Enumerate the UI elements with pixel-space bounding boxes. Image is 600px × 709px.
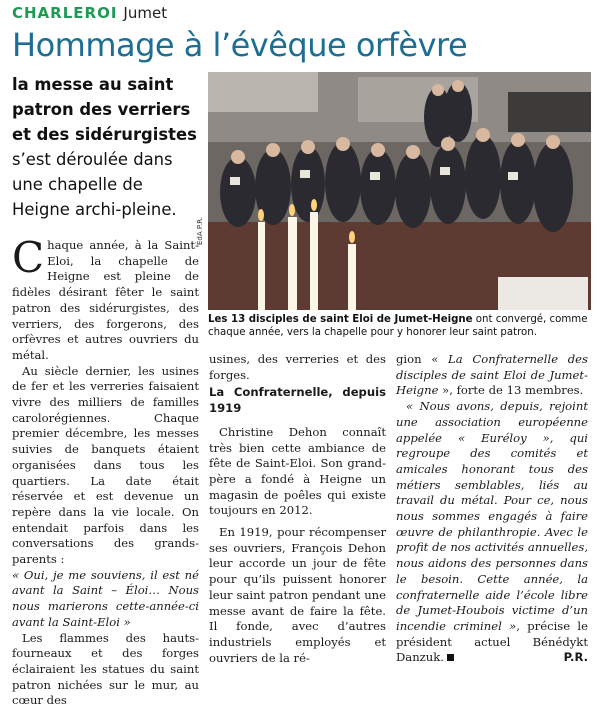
article-photo [208,72,591,310]
end-mark-icon [447,654,454,661]
article-column-1 [12,233,199,709]
paragraph [396,399,588,666]
lede-normal: s’est déroulée dans une chapelle de Heigne archi-pleine. [12,150,177,219]
drop-cap: C [12,233,45,282]
paragraph-text: haque année, à la Saint-Eloi, la chapelle de Heigne est pleine de fidèles désirant fêter le saint patron des sidérurgistes, des verriers, des forgerons, des orfèvres et autres ouvriers du métal. [12,238,199,362]
article-column-3 [396,352,588,666]
paragraph: Christine Dehon connaît très bien cette ambiance de fête de Saint-Eloi. Son grand-père a fondé à Heigne un magasin de poêles qui existe toujours en 2012. [209,424,386,518]
paragraph [396,352,588,399]
section-kicker [12,4,167,22]
kicker-city: CHARLEROI [12,4,118,22]
author-signature: P.R. [563,650,588,665]
quote-text: « Oui, je me souviens, il est né avant la Saint – Éloi… Nous nous marierons cette-année-ci avant la Saint-Eloi » [12,567,199,629]
paragraph: Les flammes des hauts-fourneaux et des forges éclairaient les statues du saint patron nichées sur le mur, au cœur des [12,630,199,708]
article-headline: Hommage à l’évêque orfèvre [12,26,468,64]
paragraph: Au siècle dernier, les usines de fer et les verreries faisaient vivre des milliers de familles carolorégiennes. Chaque premier décembre, les messes suivies de banquets étaient organisées dans tous les quartiers. La date était réservée et est devenue un repère dans la vie locale. On entendait parfois dans les conversations des grands-parents : [12,363,199,567]
paragraph-text: , précise le président actuel Bénédykt Danzuk. [396,618,588,665]
photo-credit: ÉdA P.R. [196,216,204,245]
quote [12,568,199,631]
article-lede [12,72,200,222]
caption-normal: ont convergé, comme chaque année, vers la chapelle pour y honorer leur saint patron. [208,314,588,338]
paragraph [12,233,199,364]
paragraph: usines, des verreries et des forges. [209,352,386,382]
caption-bold: Les 13 disciples de saint Eloi de Jumet-Heigne [208,314,473,325]
lede-bold: la messe au saint patron des verriers et des sidérurgistes [12,75,197,144]
paragraph: En 1919, pour récompenser ses ouvriers, François Dehon leur accorde un jour de fête pour qu’ils puissent honorer leur saint patron pendant une messe avant de faire la fête. Il fonde, avec d’autres industriels employés et ouvriers de la ré- [209,525,386,665]
kicker-town: Jumet [123,4,168,22]
photo-caption [208,313,593,339]
subhead: La Confraternelle, depuis 1919 [209,385,386,416]
quote-text: « Nous avons, depuis, rejoint une association européenne appelée « Euréloy », qui regroupe des comités et amicales honorant tous des métiers semblables, liés au travail du métal. Pour ce, nous nous sommes engagés à faire œuvre de philanthropie. Avec le profit de nos activités annuelles, nous aidons des personnes dans le besoin. Cette année, la confraternelle aide l’école libre de Jumet-Houbois victime d’un incendie criminel » [396,399,588,633]
association-name: La Confraternelle des disciples de saint Eloi de Jumet-Heigne [396,352,588,398]
chapel-photo-illustration [208,72,591,310]
paragraph-text: », forte de 13 membres. [438,383,584,398]
article-column-2 [209,352,386,666]
paragraph-text: gion « [396,352,449,366]
